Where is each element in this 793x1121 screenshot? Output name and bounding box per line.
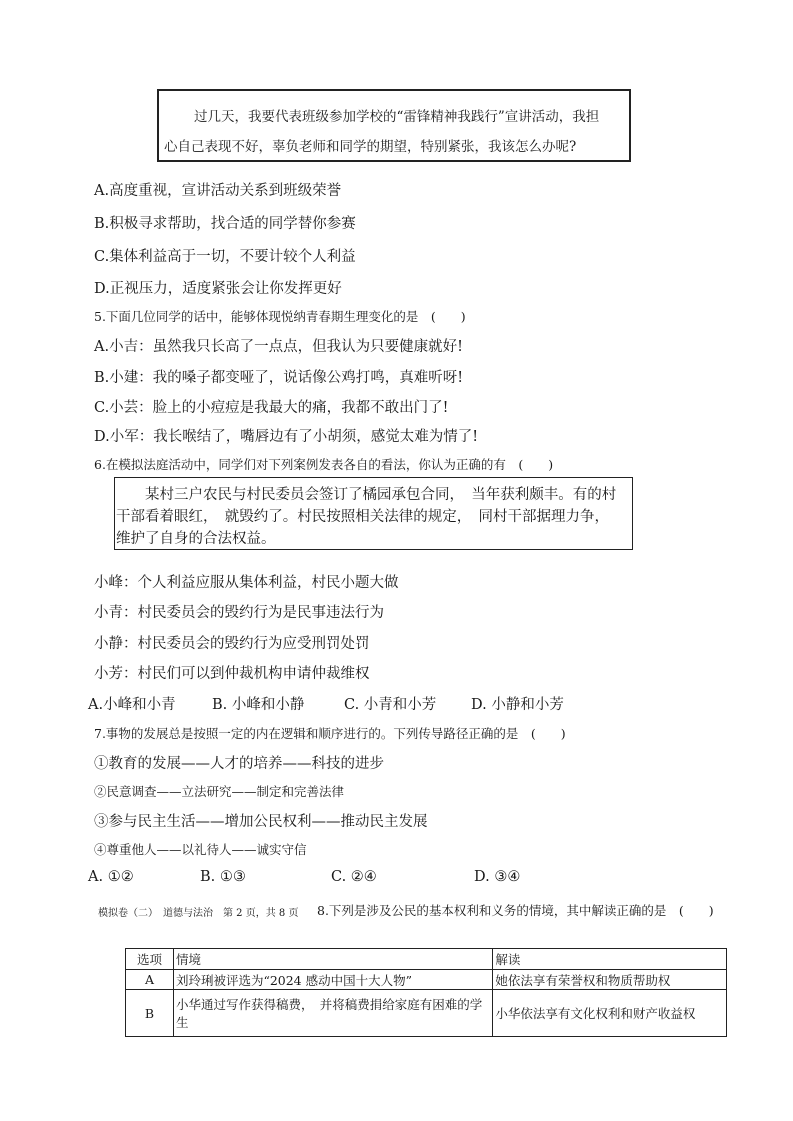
q7-choice-b: B. ①③ — [200, 869, 246, 885]
q6-case-box — [114, 477, 633, 550]
table-row — [126, 990, 727, 1037]
q7-choice-a: A. ①② — [88, 869, 134, 885]
header-interpretation: 解读 — [493, 949, 727, 970]
q4-scenario-line-1: 过几天，我要代表班级参加学校的“雷锋精神我践行”宣讲活动，我担 — [194, 109, 600, 125]
row-a-scenario: 刘玲琍被评选为“2024 感动中国十大人物” — [173, 970, 492, 990]
q6-case-line-1: 某村三户农民与村民委员会签订了橘园承包合同， 当年获利颇丰。有的村 — [116, 487, 617, 503]
q6-choice-d: D. 小静和小芳 — [471, 697, 564, 713]
q5-option-c: C.小芸：脸上的小痘痘是我最大的痛，我都不敢出门了! — [94, 400, 449, 416]
q6-case-line-2: 干部看着眼红， 就毁约了。村民按照相关法律的规定， 同村干部据理力争， — [116, 509, 609, 525]
q7-stem: 7.事物的发展总是按照一定的内在逻辑和顺序进行的。下列传导路径正确的是 ( ) — [94, 726, 566, 741]
q6-view-xiaofang: 小芳：村民们可以到仲裁机构申请仲裁维权 — [94, 666, 370, 682]
row-a-option: A — [126, 970, 174, 990]
header-option: 选项 — [126, 949, 174, 970]
header-scenario: 情境 — [173, 949, 492, 970]
q4-option-d: D.正视压力，适度紧张会让你发挥更好 — [94, 281, 342, 297]
row-b-interpretation: 小华依法享有文化权利和财产收益权 — [493, 990, 727, 1037]
q5-option-b: B.小建：我的嗓子都变哑了，说话像公鸡打鸣，真难听呀! — [94, 370, 464, 386]
q8-table — [125, 948, 727, 1037]
q5-option-d: D.小军：我长喉结了，嘴唇边有了小胡须，感觉太难为情了! — [94, 429, 479, 445]
row-b-option: B — [126, 990, 174, 1037]
table-header-row — [126, 949, 727, 970]
q4-scenario-box — [157, 89, 631, 162]
q5-option-a: A.小吉：虽然我只长高了一点点，但我认为只要健康就好! — [94, 339, 463, 355]
q7-item-3: ③参与民主生活——增加公民权利——推动民主发展 — [94, 814, 428, 830]
q6-view-xiaoqing: 小青：村民委员会的毁约行为是民事违法行为 — [94, 605, 384, 621]
q7-item-2: ②民意调查——立法研究——制定和完善法律 — [94, 784, 345, 799]
q6-choice-b: B. 小峰和小静 — [212, 697, 305, 713]
row-a-interpretation: 她依法享有荣誉权和物质帮助权 — [493, 970, 727, 990]
q4-option-a: A.高度重视，宣讲活动关系到班级荣誉 — [94, 183, 342, 199]
q6-view-xiaofeng: 小峰：个人利益应服从集体利益，村民小题大做 — [94, 575, 399, 591]
q4-scenario-line-2: 心自己表现不好，辜负老师和同学的期望，特别紧张，我该怎么办呢? — [164, 139, 577, 155]
page-footer: 模拟卷（二） 道德与法治 第 2 页，共 8 页 — [98, 908, 299, 919]
q7-choice-d: D. ③④ — [474, 869, 521, 885]
q5-stem: 5.下面几位同学的话中，能够体现悦纳青春期生理变化的是 ( ) — [94, 309, 466, 324]
q7-item-4: ④尊重他人——以礼待人——诚实守信 — [94, 842, 307, 857]
table-row — [126, 970, 727, 990]
q6-stem: 6.在模拟法庭活动中，同学们对下列案例发表各自的看法，你认为正确的有 ( ) — [94, 457, 554, 472]
row-b-scenario: 小华通过写作获得稿费， 并将稿费捐给家庭有困难的学生 — [173, 990, 492, 1037]
q7-choice-c: C. ②④ — [331, 869, 377, 885]
q6-case-line-3: 维护了自身的合法权益。 — [116, 531, 276, 547]
q4-option-c: C.集体利益高于一切，不要计较个人利益 — [94, 249, 356, 265]
q7-item-1: ①教育的发展——人才的培养——科技的进步 — [94, 756, 384, 772]
q8-stem: 8.下列是涉及公民的基本权利和义务的情境，其中解读正确的是 ( ) — [317, 903, 714, 918]
q4-option-b: B.积极寻求帮助，找合适的同学替你参赛 — [94, 216, 356, 232]
q6-view-xiaojing: 小静：村民委员会的毁约行为应受刑罚处罚 — [94, 636, 370, 652]
q6-choice-c: C. 小青和小芳 — [344, 697, 437, 713]
q6-choice-a: A.小峰和小青 — [88, 697, 176, 713]
